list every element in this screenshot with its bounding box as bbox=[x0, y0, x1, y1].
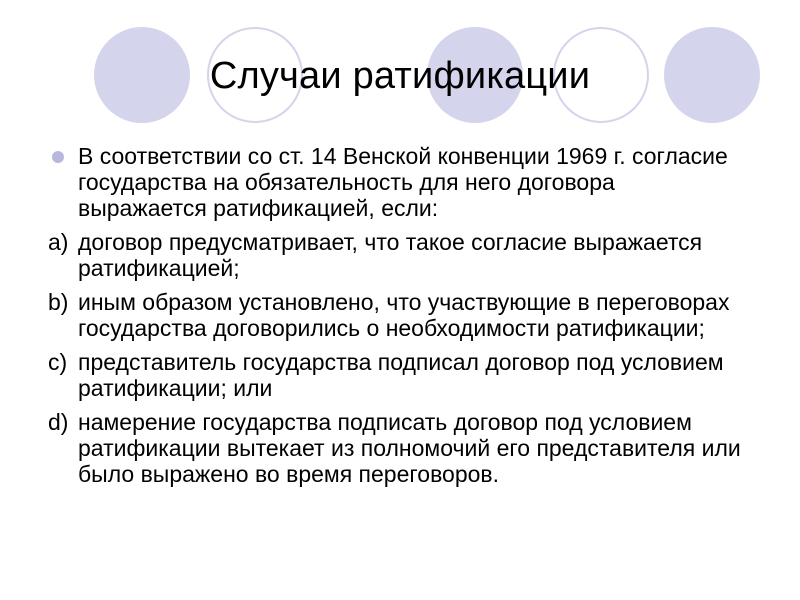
paragraph-text: В соответствии со ст. 14 Венской конвенции 1969 г. согласие государства на обязательность для него договора выражается ратификацией, если: bbox=[78, 143, 728, 221]
list-marker: b) bbox=[48, 289, 69, 315]
list-item-b bbox=[48, 289, 748, 341]
list-item-d bbox=[48, 409, 748, 487]
slide-body bbox=[48, 143, 748, 495]
list-marker: d) bbox=[48, 409, 69, 435]
circle-bullet-icon bbox=[52, 151, 64, 163]
list-marker: a) bbox=[48, 229, 69, 255]
slide-title: Случаи ратификации bbox=[209, 55, 591, 97]
list-item-c bbox=[48, 349, 748, 401]
list-item-text: иным образом установлено, что участвующие в переговорах государства договорились о необходимости ратификации; bbox=[78, 289, 730, 341]
list-item-text: договор предусматривает, что такое согласие выражается ратификацией; bbox=[78, 229, 703, 281]
bullet-paragraph bbox=[48, 143, 748, 221]
list-item-a bbox=[48, 229, 748, 281]
list-item-text: представитель государства подписал договор под условием ратификации; или bbox=[78, 349, 724, 401]
list-marker: c) bbox=[48, 349, 68, 375]
list-item-text: намерение государства подписать договор под условием ратификации вытекает из полномочий его представителя или было выражено во время переговоров. bbox=[78, 409, 741, 487]
